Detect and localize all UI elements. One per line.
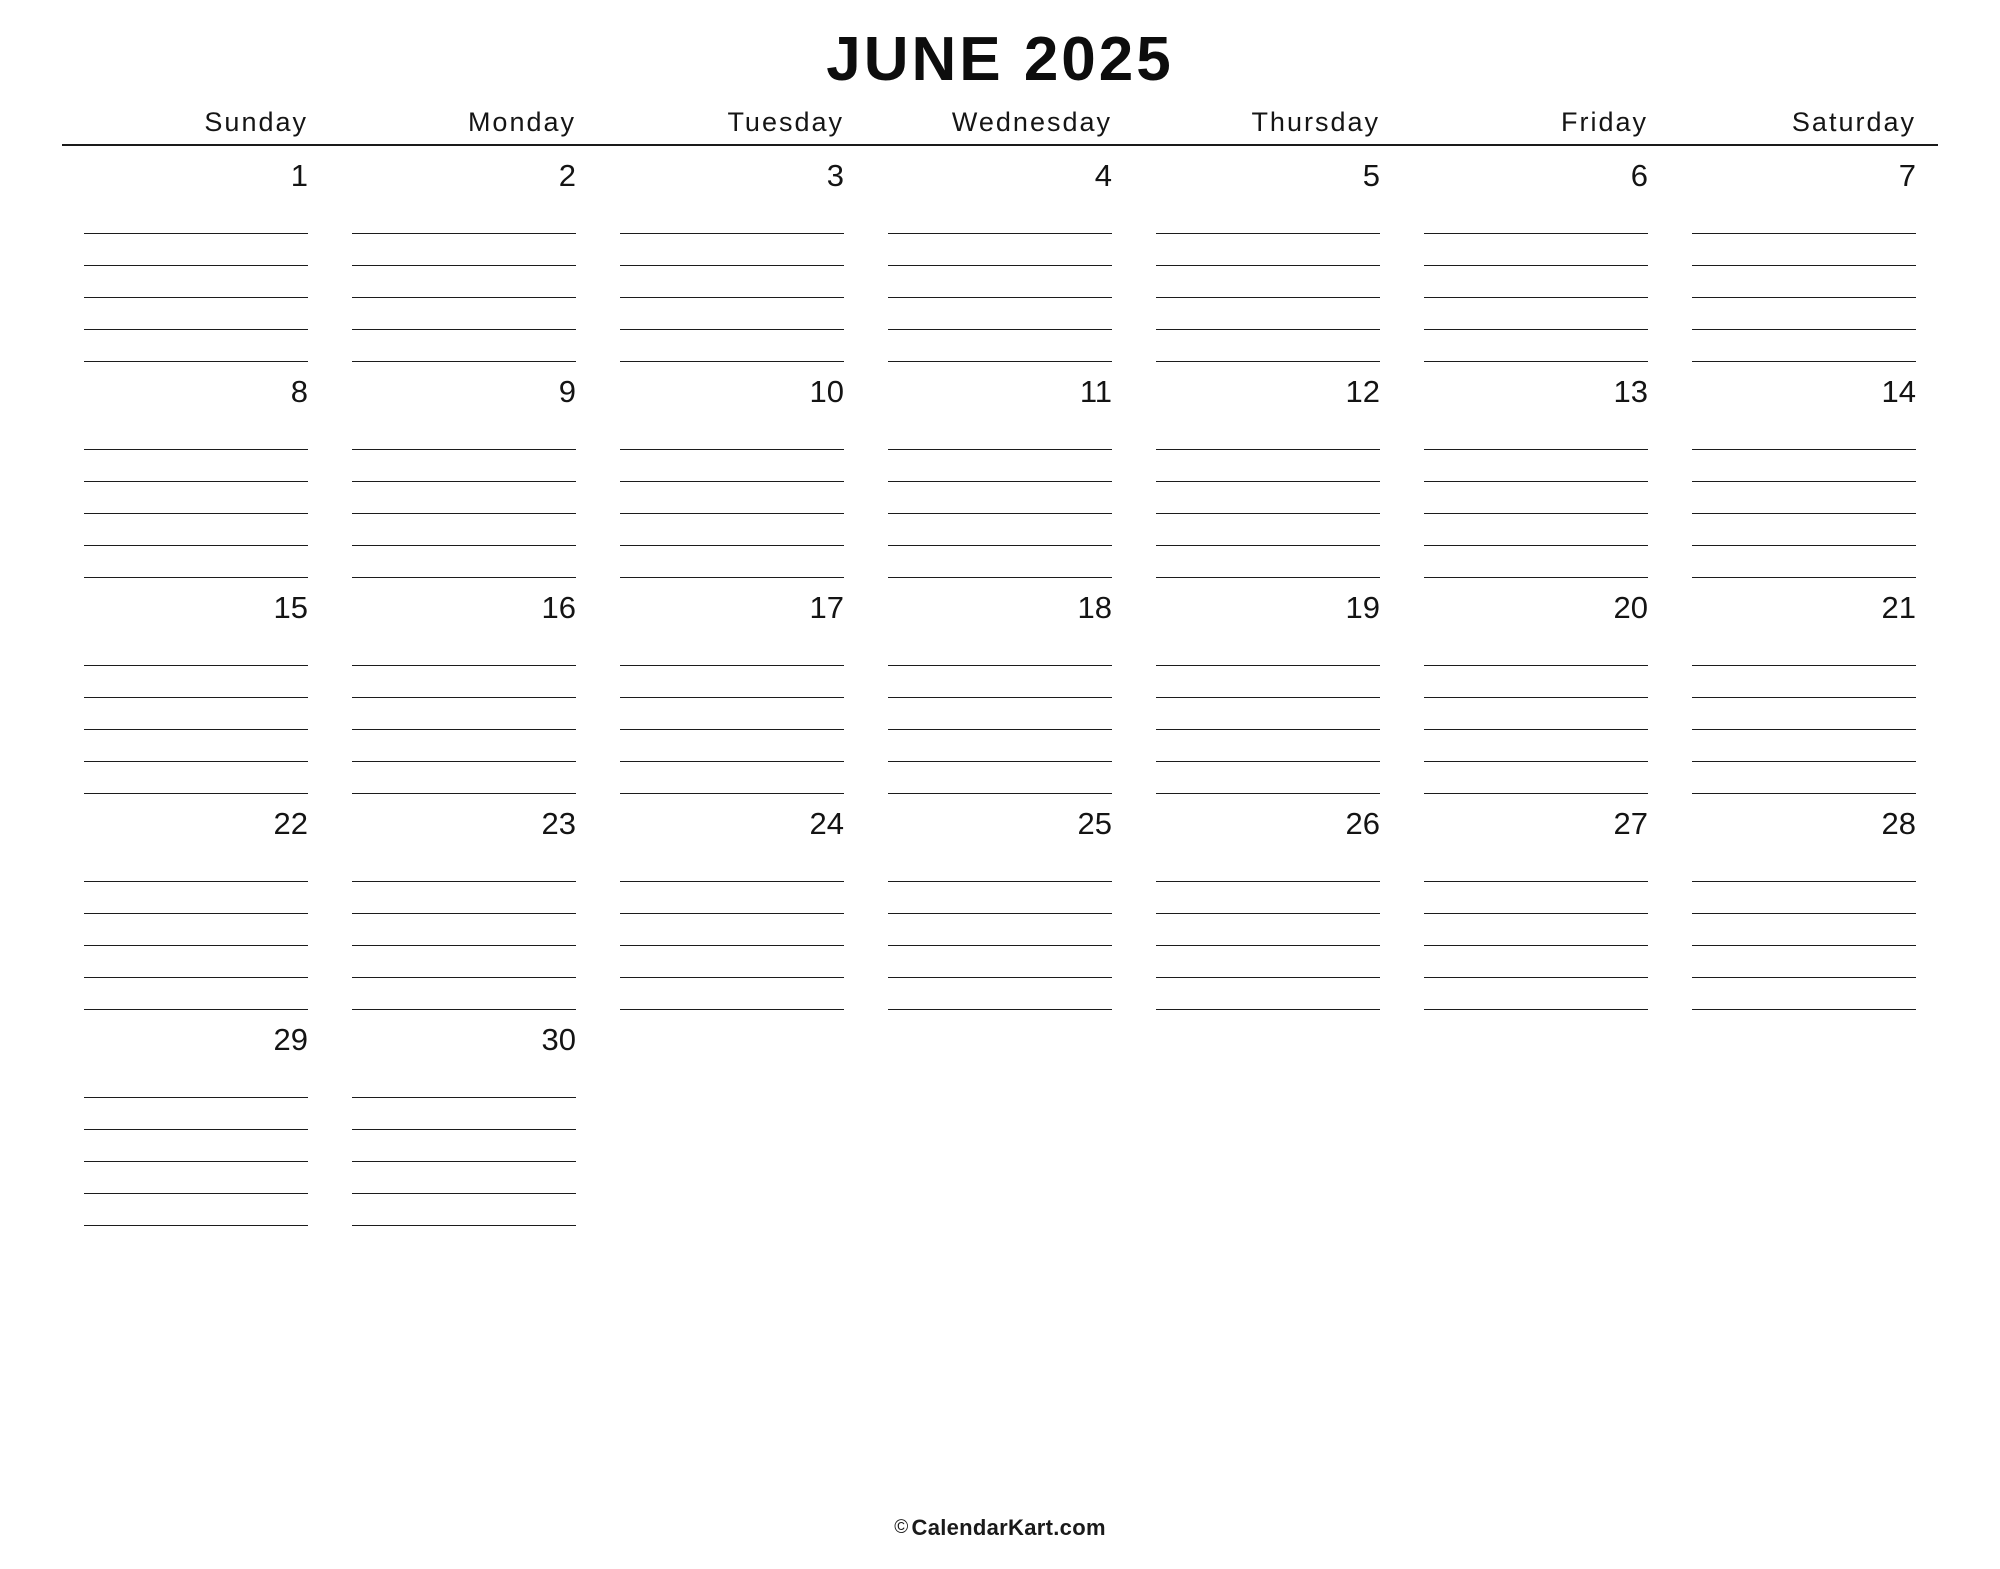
weekday-sunday: Sunday [204,107,308,137]
weekday-saturday: Saturday [1791,107,1916,137]
writing-line[interactable] [352,1194,576,1226]
writing-line[interactable] [1156,546,1380,578]
writing-line[interactable] [888,850,1112,882]
writing-line[interactable] [352,234,576,266]
writing-line [620,1128,844,1159]
writing-lines[interactable] [84,634,308,794]
writing-line [888,1159,1112,1190]
writing-line [620,1066,844,1097]
writing-line[interactable] [352,1162,576,1194]
day-cell[interactable] [330,578,598,794]
day-number: 28 [1881,806,1916,841]
writing-line[interactable] [620,698,844,730]
writing-lines[interactable] [352,1066,576,1226]
day-number: 16 [541,590,576,625]
day-number: 7 [1898,158,1916,193]
writing-line[interactable] [1692,882,1916,914]
writing-line[interactable] [1692,946,1916,978]
writing-lines[interactable] [1692,202,1916,362]
writing-line[interactable] [352,330,576,362]
writing-line[interactable] [1692,978,1916,1010]
calendar-week-row [62,578,1938,794]
writing-line[interactable] [1424,978,1648,1010]
writing-line[interactable] [1156,450,1380,482]
writing-line[interactable] [1424,450,1648,482]
writing-line[interactable] [352,266,576,298]
writing-lines [620,1066,844,1221]
day-number: 11 [1079,374,1112,409]
writing-line[interactable] [1424,762,1648,794]
writing-lines[interactable] [1156,418,1380,578]
day-cell[interactable] [598,578,866,794]
day-cell[interactable] [330,146,598,362]
weekday-thursday: Thursday [1251,107,1380,137]
day-cell[interactable] [598,794,866,1010]
writing-line [620,1190,844,1221]
writing-line[interactable] [620,202,844,234]
writing-line[interactable] [352,202,576,234]
writing-line[interactable] [1156,330,1380,362]
writing-line[interactable] [84,514,308,546]
writing-line[interactable] [352,298,576,330]
writing-line[interactable] [888,946,1112,978]
day-number: 14 [1881,374,1916,409]
writing-lines[interactable] [1156,850,1380,1010]
writing-line[interactable] [1424,234,1648,266]
writing-lines[interactable] [1156,202,1380,362]
writing-line[interactable] [620,634,844,666]
writing-line[interactable] [84,202,308,234]
writing-line[interactable] [1156,418,1380,450]
writing-line[interactable] [1692,546,1916,578]
writing-line[interactable] [352,418,576,450]
day-number: 9 [558,374,576,409]
calendar-week-row [62,362,1938,578]
writing-line[interactable] [1424,730,1648,762]
day-cell[interactable] [62,362,330,578]
writing-line[interactable] [1692,730,1916,762]
writing-line[interactable] [352,1066,576,1098]
day-cell[interactable] [598,362,866,578]
writing-line [1424,1190,1648,1221]
writing-lines[interactable] [1692,418,1916,578]
day-cell[interactable] [866,362,1134,578]
day-cell[interactable] [1134,362,1402,578]
day-number: 19 [1345,590,1380,625]
writing-line [1156,1128,1380,1159]
page-title: JUNE 2025 [826,25,1174,94]
weekday-friday: Friday [1560,107,1648,137]
writing-line[interactable] [1156,882,1380,914]
writing-lines[interactable] [888,418,1112,578]
writing-line[interactable] [352,946,576,978]
writing-line [1156,1066,1380,1097]
writing-line[interactable] [620,482,844,514]
writing-line[interactable] [84,762,308,794]
writing-line[interactable] [1156,298,1380,330]
day-number: 20 [1613,590,1648,625]
footer-branding [0,1515,2000,1541]
day-cell[interactable] [62,1010,330,1226]
writing-lines [1692,1066,1916,1221]
writing-line[interactable] [1156,266,1380,298]
writing-line[interactable] [620,946,844,978]
writing-line[interactable] [84,978,308,1010]
writing-line[interactable] [84,1066,308,1098]
writing-line[interactable] [84,546,308,578]
day-cell[interactable] [1134,578,1402,794]
writing-lines[interactable] [888,634,1112,794]
writing-line[interactable] [888,978,1112,1010]
day-number: 29 [273,1022,308,1057]
day-cell[interactable] [330,1010,598,1226]
day-number: 18 [1077,590,1112,625]
day-number [888,1010,1112,1066]
writing-line[interactable] [1692,666,1916,698]
day-number: 15 [273,590,308,625]
writing-line[interactable] [1692,482,1916,514]
writing-lines[interactable] [888,202,1112,362]
writing-line [1692,1190,1916,1221]
day-number: 2 [558,158,576,193]
writing-line[interactable] [352,666,576,698]
calendar-grid [62,146,1938,1226]
writing-line[interactable] [352,762,576,794]
writing-line [1424,1066,1648,1097]
day-number: 6 [1630,158,1648,193]
weekday-header-row [62,107,1938,146]
writing-line[interactable] [352,978,576,1010]
writing-line[interactable] [1156,234,1380,266]
writing-line[interactable] [888,762,1112,794]
writing-line[interactable] [1424,698,1648,730]
writing-line[interactable] [84,1130,308,1162]
writing-line[interactable] [620,330,844,362]
day-cell[interactable] [1402,578,1670,794]
day-number [620,1010,844,1066]
writing-line[interactable] [84,298,308,330]
day-number: 30 [541,1022,576,1057]
day-cell[interactable] [1134,794,1402,1010]
writing-line[interactable] [888,234,1112,266]
writing-line[interactable] [888,730,1112,762]
day-cell[interactable] [62,794,330,1010]
writing-line [620,1097,844,1128]
writing-line[interactable] [888,266,1112,298]
day-cell-empty [598,1010,866,1226]
calendar-week-row [62,146,1938,362]
writing-line[interactable] [1156,850,1380,882]
writing-lines[interactable] [1156,634,1380,794]
day-number: 27 [1613,806,1648,841]
day-cell-empty [1670,1010,1938,1226]
writing-line [1156,1097,1380,1128]
writing-line[interactable] [1692,266,1916,298]
writing-line[interactable] [352,730,576,762]
writing-line[interactable] [888,634,1112,666]
day-cell-empty [1134,1010,1402,1226]
writing-line [888,1190,1112,1221]
day-number: 25 [1077,806,1112,841]
writing-lines[interactable] [352,202,576,362]
writing-lines[interactable] [352,850,576,1010]
day-cell[interactable] [866,146,1134,362]
writing-line[interactable] [1692,202,1916,234]
day-number: 23 [541,806,576,841]
writing-lines[interactable] [888,850,1112,1010]
writing-line[interactable] [352,698,576,730]
day-number: 24 [809,806,844,841]
day-number: 10 [809,374,844,409]
writing-line[interactable] [620,298,844,330]
writing-line[interactable] [352,450,576,482]
writing-line[interactable] [84,730,308,762]
day-number: 1 [290,158,308,193]
day-cell[interactable] [1670,146,1938,362]
writing-line[interactable] [620,418,844,450]
writing-line[interactable] [888,330,1112,362]
writing-line[interactable] [84,1098,308,1130]
writing-line[interactable] [352,634,576,666]
writing-line[interactable] [84,634,308,666]
writing-line[interactable] [888,698,1112,730]
writing-line[interactable] [84,330,308,362]
writing-line[interactable] [84,482,308,514]
writing-line[interactable] [1692,330,1916,362]
writing-line [1424,1128,1648,1159]
weekday-wednesday: Wednesday [951,107,1112,137]
writing-line[interactable] [1424,914,1648,946]
writing-line[interactable] [620,730,844,762]
writing-line[interactable] [1424,482,1648,514]
copyright-icon: © [894,1517,909,1538]
writing-line[interactable] [84,1194,308,1226]
day-number: 8 [290,374,308,409]
writing-lines[interactable] [84,202,308,362]
writing-lines[interactable] [1692,634,1916,794]
writing-line[interactable] [620,882,844,914]
writing-line[interactable] [84,1162,308,1194]
writing-line[interactable] [1156,762,1380,794]
weekday-monday: Monday [467,107,576,137]
day-cell-empty [1402,1010,1670,1226]
writing-line[interactable] [84,914,308,946]
writing-line [1156,1190,1380,1221]
day-number [1156,1010,1380,1066]
writing-line[interactable] [1424,946,1648,978]
writing-line[interactable] [620,450,844,482]
writing-line[interactable] [84,234,308,266]
weekday-tuesday: Tuesday [727,107,844,137]
day-number: 3 [826,158,844,193]
writing-line[interactable] [620,514,844,546]
writing-line[interactable] [888,914,1112,946]
writing-line[interactable] [1692,634,1916,666]
writing-line [888,1128,1112,1159]
writing-line[interactable] [1156,730,1380,762]
writing-line[interactable] [620,666,844,698]
writing-lines[interactable] [352,418,576,578]
writing-line[interactable] [1156,482,1380,514]
writing-line[interactable] [620,914,844,946]
day-cell[interactable] [330,794,598,1010]
writing-line[interactable] [1424,266,1648,298]
writing-line[interactable] [620,850,844,882]
writing-line [1692,1128,1916,1159]
writing-line[interactable] [352,514,576,546]
writing-line[interactable] [888,546,1112,578]
day-number: 22 [273,806,308,841]
writing-lines[interactable] [1424,850,1648,1010]
writing-line [888,1066,1112,1097]
day-cell[interactable] [1670,362,1938,578]
day-number: 13 [1613,374,1648,409]
writing-line[interactable] [1692,850,1916,882]
writing-line[interactable] [1156,634,1380,666]
writing-line[interactable] [1156,202,1380,234]
calendar-page [0,24,2000,1569]
writing-line [1156,1159,1380,1190]
writing-line[interactable] [888,482,1112,514]
writing-line[interactable] [888,418,1112,450]
day-cell-empty [866,1010,1134,1226]
writing-line[interactable] [1692,914,1916,946]
day-cell[interactable] [1670,794,1938,1010]
writing-line[interactable] [620,234,844,266]
writing-line[interactable] [1424,850,1648,882]
writing-line[interactable] [1424,666,1648,698]
writing-line[interactable] [352,1098,576,1130]
day-number [1424,1010,1648,1066]
writing-line[interactable] [1424,634,1648,666]
day-cell[interactable] [1402,362,1670,578]
writing-line[interactable] [888,298,1112,330]
writing-line [1692,1066,1916,1097]
writing-lines [888,1066,1112,1221]
writing-line[interactable] [1692,698,1916,730]
writing-lines[interactable] [620,202,844,362]
writing-line [1424,1159,1648,1190]
writing-line[interactable] [352,482,576,514]
writing-line[interactable] [1692,418,1916,450]
brand-name: CalendarKart.com [911,1515,1106,1540]
writing-line[interactable] [620,266,844,298]
writing-line[interactable] [1692,298,1916,330]
writing-line[interactable] [888,882,1112,914]
day-cell[interactable] [62,578,330,794]
writing-line[interactable] [352,850,576,882]
writing-lines[interactable] [620,634,844,794]
writing-line[interactable] [84,418,308,450]
writing-line[interactable] [352,546,576,578]
writing-line[interactable] [84,266,308,298]
day-cell[interactable] [866,794,1134,1010]
day-number: 21 [1881,590,1916,625]
day-cell[interactable] [1134,146,1402,362]
writing-line[interactable] [620,546,844,578]
writing-lines[interactable] [1424,418,1648,578]
writing-line[interactable] [84,850,308,882]
writing-line[interactable] [1156,946,1380,978]
writing-line[interactable] [620,978,844,1010]
calendar-week-row [62,794,1938,1010]
writing-lines[interactable] [84,1066,308,1226]
writing-line[interactable] [84,666,308,698]
writing-line[interactable] [352,882,576,914]
writing-line[interactable] [1424,882,1648,914]
writing-line[interactable] [1692,234,1916,266]
writing-lines[interactable] [352,634,576,794]
writing-line [1692,1159,1916,1190]
writing-line [1424,1097,1648,1128]
day-number: 17 [809,590,844,625]
writing-line[interactable] [84,946,308,978]
writing-lines[interactable] [84,418,308,578]
writing-lines[interactable] [84,850,308,1010]
writing-line[interactable] [1424,514,1648,546]
writing-line[interactable] [1692,514,1916,546]
writing-line [1692,1097,1916,1128]
writing-line[interactable] [1156,698,1380,730]
day-cell[interactable] [62,146,330,362]
writing-line[interactable] [1424,298,1648,330]
writing-line[interactable] [84,882,308,914]
writing-line[interactable] [352,914,576,946]
writing-lines[interactable] [1424,202,1648,362]
writing-line[interactable] [1156,978,1380,1010]
day-cell[interactable] [330,362,598,578]
writing-line[interactable] [352,1130,576,1162]
writing-line[interactable] [888,514,1112,546]
day-cell[interactable] [1402,146,1670,362]
writing-line[interactable] [1692,762,1916,794]
day-cell[interactable] [1402,794,1670,1010]
writing-lines[interactable] [620,850,844,1010]
writing-line[interactable] [1424,330,1648,362]
writing-lines [1156,1066,1380,1221]
day-number [1692,1010,1916,1066]
writing-line[interactable] [1156,914,1380,946]
day-number: 12 [1345,374,1380,409]
writing-line[interactable] [84,450,308,482]
writing-lines[interactable] [620,418,844,578]
writing-lines[interactable] [1424,634,1648,794]
writing-line[interactable] [84,698,308,730]
day-number: 4 [1094,158,1112,193]
writing-line [888,1097,1112,1128]
writing-lines [1424,1066,1648,1221]
writing-line[interactable] [1156,514,1380,546]
calendar-week-row [62,1010,1938,1226]
day-number: 26 [1345,806,1380,841]
writing-line[interactable] [620,762,844,794]
day-cell[interactable] [1670,578,1938,794]
day-number: 5 [1362,158,1380,193]
day-cell[interactable] [598,146,866,362]
writing-line [620,1159,844,1190]
writing-line[interactable] [1424,202,1648,234]
writing-line[interactable] [1424,546,1648,578]
writing-line[interactable] [888,202,1112,234]
writing-lines[interactable] [1692,850,1916,1010]
writing-line[interactable] [888,666,1112,698]
day-cell[interactable] [866,578,1134,794]
writing-line[interactable] [1424,418,1648,450]
writing-line[interactable] [1156,666,1380,698]
writing-line[interactable] [888,450,1112,482]
writing-line[interactable] [1692,450,1916,482]
